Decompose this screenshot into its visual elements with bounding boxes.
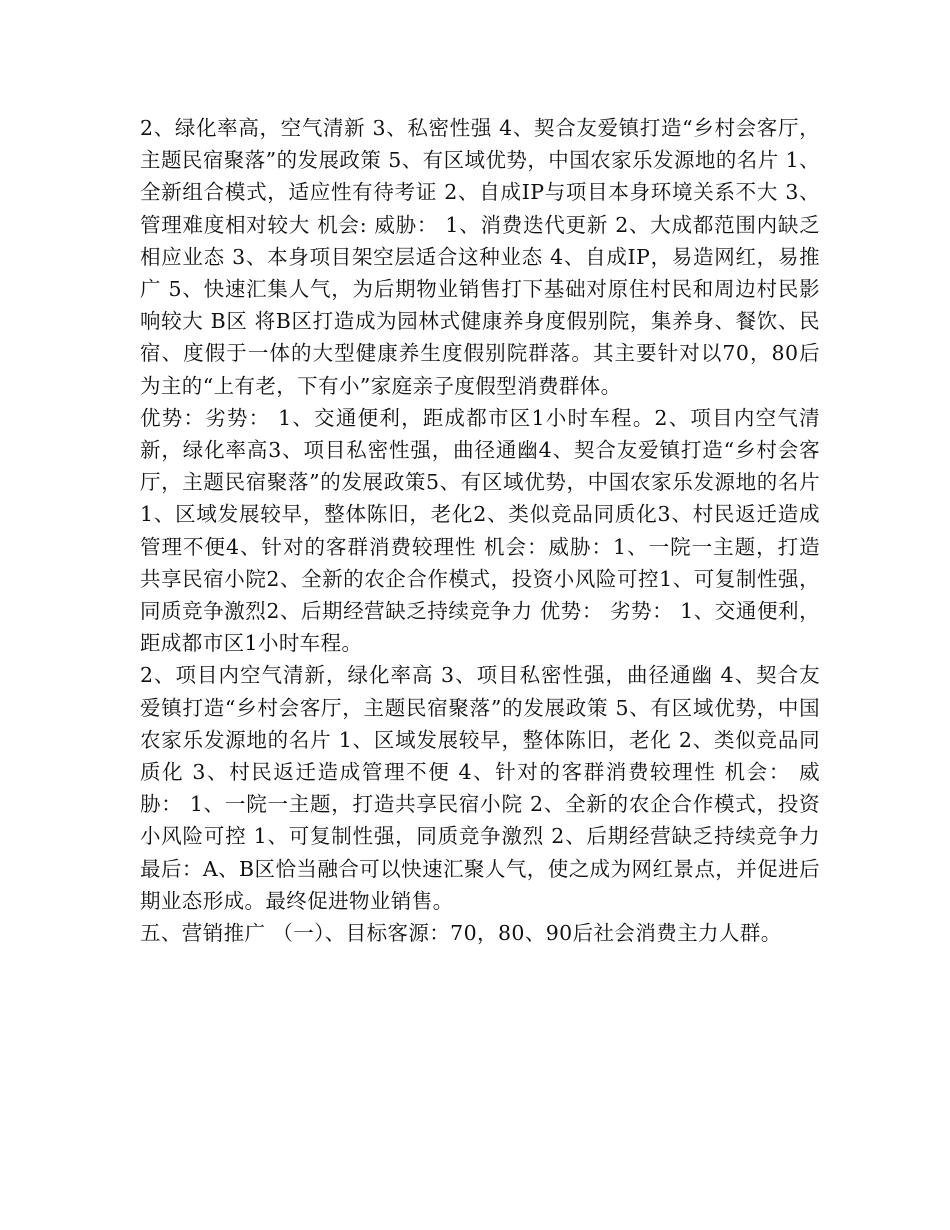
paragraph-swot-summary: 2、项目内空气清新，绿化率高 3、项目私密性强，曲径通幽 4、契合友爱镇打造“乡村会客厅，主题民宿聚落”的发展政策 5、有区域优势，中国农家乐发源地的名片 1、区域发展较早，整体陈旧，老化 2、类似竞品同质化 3、村民返迁造成管理不便 4、针对的客群消费较理性 机会： 威胁： 1、一院一主题，打造共享民宿小院 2、全新的农企合作模式，投资小风险可控 1、可复制性强，同质竞争激烈 2、后期经营缺乏持续竞争力 最后：A、B区恰当融合可以快速汇聚人气，使之成为网红景点，并促进后期业态形成。最终促进物业销售。 bbox=[140, 663, 820, 913]
document-body bbox=[140, 112, 820, 949]
paragraph-marketing-heading: 五、营销推广 （一）、目标客源：70，80、90后社会消费主力人群。 bbox=[140, 921, 782, 946]
paragraph-swot-a-zone: 2、绿化率高，空气清新 3、私密性强 4、契合友爱镇打造“乡村会客厅，主题民宿聚落”的发展政策 5、有区域优势，中国农家乐发源地的名片 1、全新组合模式，适应性有待考证 2、自成IP与项目本身环境关系不大 3、管理难度相对较大 机会: 威胁： 1、消费迭代更新 2、大成都范围内缺乏相应业态 3、本身项目架空层适合这种业态 4、自成IP，易造网红，易推广 5、快速汇集人气，为后期物业销售打下基础对原住村民和周边村民影响较大 B区 将B区打造成为园林式健康养身度假别院，集养身、餐饮、民宿、度假于一体的大型健康养生度假别院群落。其主要针对以70，80后为主的“上有老，下有小”家庭亲子度假型消费群体。 bbox=[140, 116, 820, 398]
paragraph-swot-b-zone: 优势：劣势： 1、交通便利，距成都市区1小时车程。2、项目内空气清新，绿化率高3、项目私密性强，曲径通幽4、契合友爱镇打造“乡村会客厅，主题民宿聚落”的发展政策5、有区域优势，中国农家乐发源地的名片1、区域发展较早，整体陈旧，老化2、类似竞品同质化3、村民返迁造成管理不便4、针对的客群消费较理性 机会：威胁：1、一院一主题，打造共享民宿小院2、全新的农企合作模式，投资小风险可控1、可复制性强，同质竞争激烈2、后期经营缺乏持续竞争力 优势： 劣势： 1、交通便利，距成都市区1小时车程。 bbox=[140, 405, 820, 656]
